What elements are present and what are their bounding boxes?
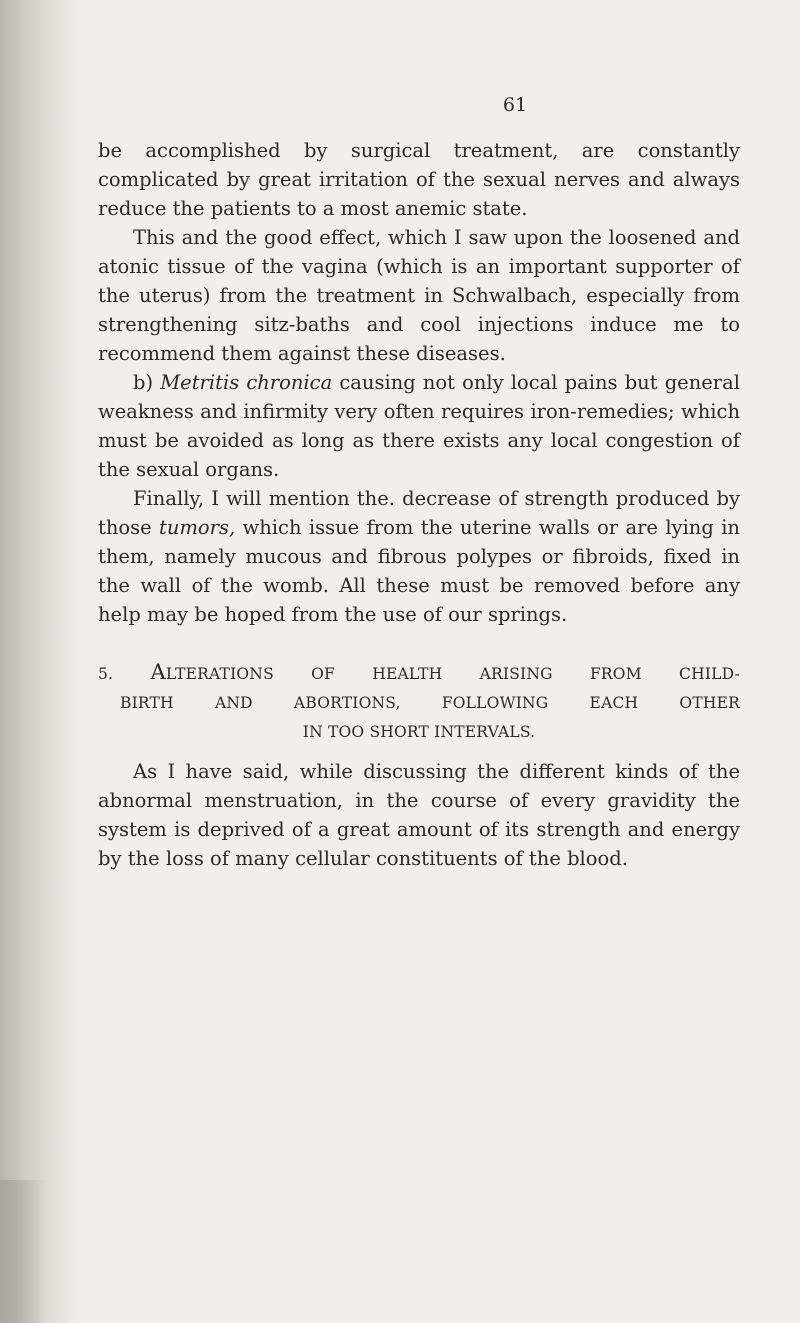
paragraph-gravidity: As I have said, while discussing the different kinds of the abnormal menstruation, in the course of every gravidity the system is deprived of a great amount of its strength and energy by the loss of many cellular constituents of the blood. bbox=[98, 760, 740, 870]
term-tumors: tumors, bbox=[159, 516, 236, 539]
section-heading bbox=[98, 658, 740, 747]
paragraph-tumors-start: Finally, I will mention the. decrease of strength produced by those bbox=[98, 487, 740, 539]
section-heading-line-1-text: LTERATIONS OF HEALTH ARISING FROM CHILD- bbox=[165, 665, 740, 683]
list-marker: b) bbox=[133, 371, 161, 394]
paragraph-continued: be accomplished by surgical treatment, are constantly complicated by great irritation of the sexual nerves and always reduce the patients to a most anemic state. bbox=[98, 139, 740, 220]
page-text bbox=[98, 136, 740, 873]
section-heading-line-3: IN TOO SHORT INTERVALS. bbox=[302, 723, 536, 741]
page-gutter-shadow bbox=[0, 0, 80, 1323]
section-heading-initial: A bbox=[150, 660, 166, 684]
section-number: 5. bbox=[98, 665, 114, 683]
paragraph-metritis-text: causing not only local pains but general weakness and infirmity very often requires iron-remedies; which must be avoided as long as there exists any local congestion of the sexual organs. bbox=[98, 371, 740, 481]
term-metritis-chronica: Metritis chronica bbox=[160, 371, 333, 394]
paragraph-schwalbach: This and the good effect, which I saw upon the loosened and atonic tissue of the vagina (which is an important supporter of the uterus) from the treatment in Schwalbach, especially from strengthening sitz-baths and cool injections induce me to recommend them against these diseases. bbox=[98, 226, 740, 365]
section-heading-line-1 bbox=[98, 658, 740, 689]
page-number: 61 bbox=[502, 94, 528, 116]
paragraph-tumors bbox=[98, 484, 740, 629]
section-heading-line-2: BIRTH AND ABORTIONS, FOLLOWING EACH OTHER bbox=[120, 694, 740, 712]
paragraph-metritis bbox=[98, 368, 740, 484]
paragraph-tumors-text: which issue from the uterine walls or are lying in them, namely mucous and fibrous polypes or fibroids, fixed in the wall of the womb. All these must be removed before any help may be hoped from the use of our springs. bbox=[98, 516, 740, 626]
